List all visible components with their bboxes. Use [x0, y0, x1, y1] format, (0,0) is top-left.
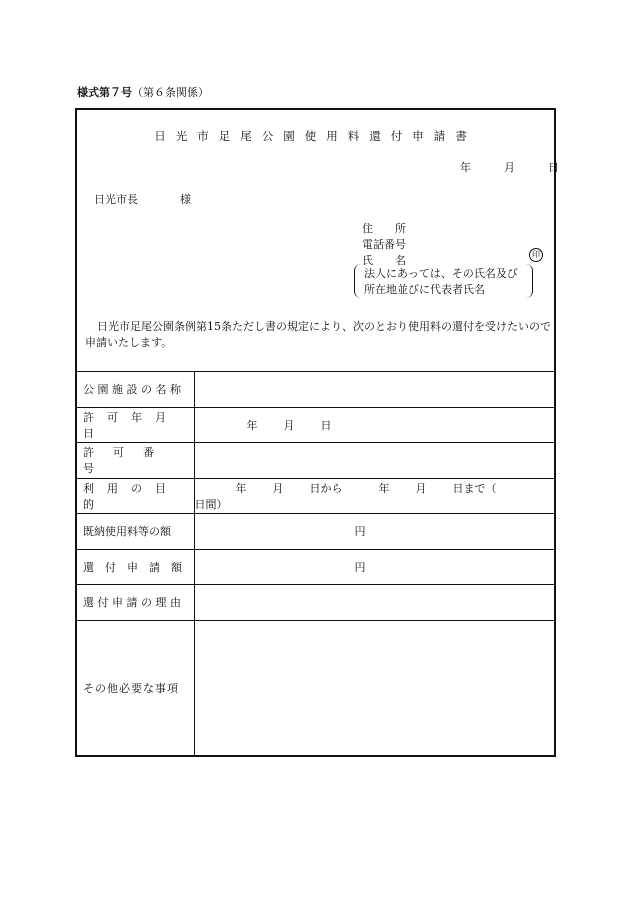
refund-reason-field[interactable] [194, 585, 554, 621]
total-days: 日間） [194, 497, 228, 511]
date-month: 月 [504, 161, 515, 174]
facility-name-label: 公園施設の名称 [77, 372, 194, 408]
table-row [77, 549, 554, 585]
paid-amount-label: 既納使用料等の額 [77, 514, 194, 550]
purpose-label: 利用の目的 [77, 478, 194, 514]
corporate-note-line2: 所在地並びに代表者氏名 [364, 283, 485, 296]
date-day: 日 [548, 161, 559, 174]
details-table [77, 371, 554, 756]
table-row [77, 407, 554, 443]
table-row [77, 478, 554, 514]
submission-date[interactable] [460, 159, 559, 175]
form-title: 日光市足尾公園使用料還付申請書 [154, 129, 477, 143]
to-month: 月 [415, 481, 427, 495]
other-matters-field[interactable] [194, 620, 554, 756]
permit-number-field[interactable] [194, 443, 554, 479]
permit-date-field[interactable] [194, 407, 554, 443]
application-form [75, 108, 559, 757]
refund-reason-label: 還付申請の理由 [77, 585, 194, 621]
applicant-name-label: 氏 名 [362, 254, 406, 267]
applicant-block [362, 221, 406, 269]
refund-amount-label: 還付申請額 [77, 549, 194, 585]
paid-amount-unit: 円 [354, 525, 366, 539]
from-month: 月 [272, 481, 284, 495]
to-day: 日まで（ [452, 481, 497, 495]
addressee-name: 日光市長 [94, 193, 138, 206]
table-row [77, 585, 554, 621]
paid-amount-field[interactable] [194, 514, 554, 550]
table-row [77, 443, 554, 479]
request-statement: 日光市足尾公園条例第15条ただし書の規定により、次のとおり使用料の還付を受けたいので申請いたします。 [85, 320, 551, 349]
form-number-bold: 様式第７号 [77, 86, 132, 99]
permit-day: 日 [320, 418, 332, 432]
other-matters-label: その他必要な事項 [77, 620, 194, 756]
applicant-phone-label: 電話番号 [362, 238, 406, 251]
facility-name-field[interactable] [194, 372, 554, 408]
applicant-address-label: 住 所 [362, 222, 406, 235]
table-row [77, 514, 554, 550]
table-row [77, 372, 554, 408]
permit-number-label: 許可番号 [77, 443, 194, 479]
addressee [94, 191, 191, 207]
corporate-note [364, 266, 518, 298]
from-year: 年 [235, 481, 247, 495]
purpose-period-field[interactable] [194, 478, 554, 514]
refund-amount-field[interactable] [194, 549, 554, 585]
permit-month: 月 [283, 418, 295, 432]
form-number-article: （第６条関係） [132, 86, 209, 99]
permit-date-label: 許可年月日 [77, 407, 194, 443]
to-year: 年 [378, 481, 390, 495]
table-row [77, 620, 554, 756]
permit-year: 年 [246, 418, 258, 432]
refund-amount-unit: 円 [354, 560, 366, 574]
form-number [77, 84, 209, 100]
from-day: 日から [309, 481, 343, 495]
corporate-note-line1: 法人にあっては、その氏名及び [364, 267, 518, 280]
seal-mark: 印 [529, 248, 543, 262]
addressee-honorific: 様 [180, 193, 191, 206]
date-year: 年 [460, 161, 471, 174]
